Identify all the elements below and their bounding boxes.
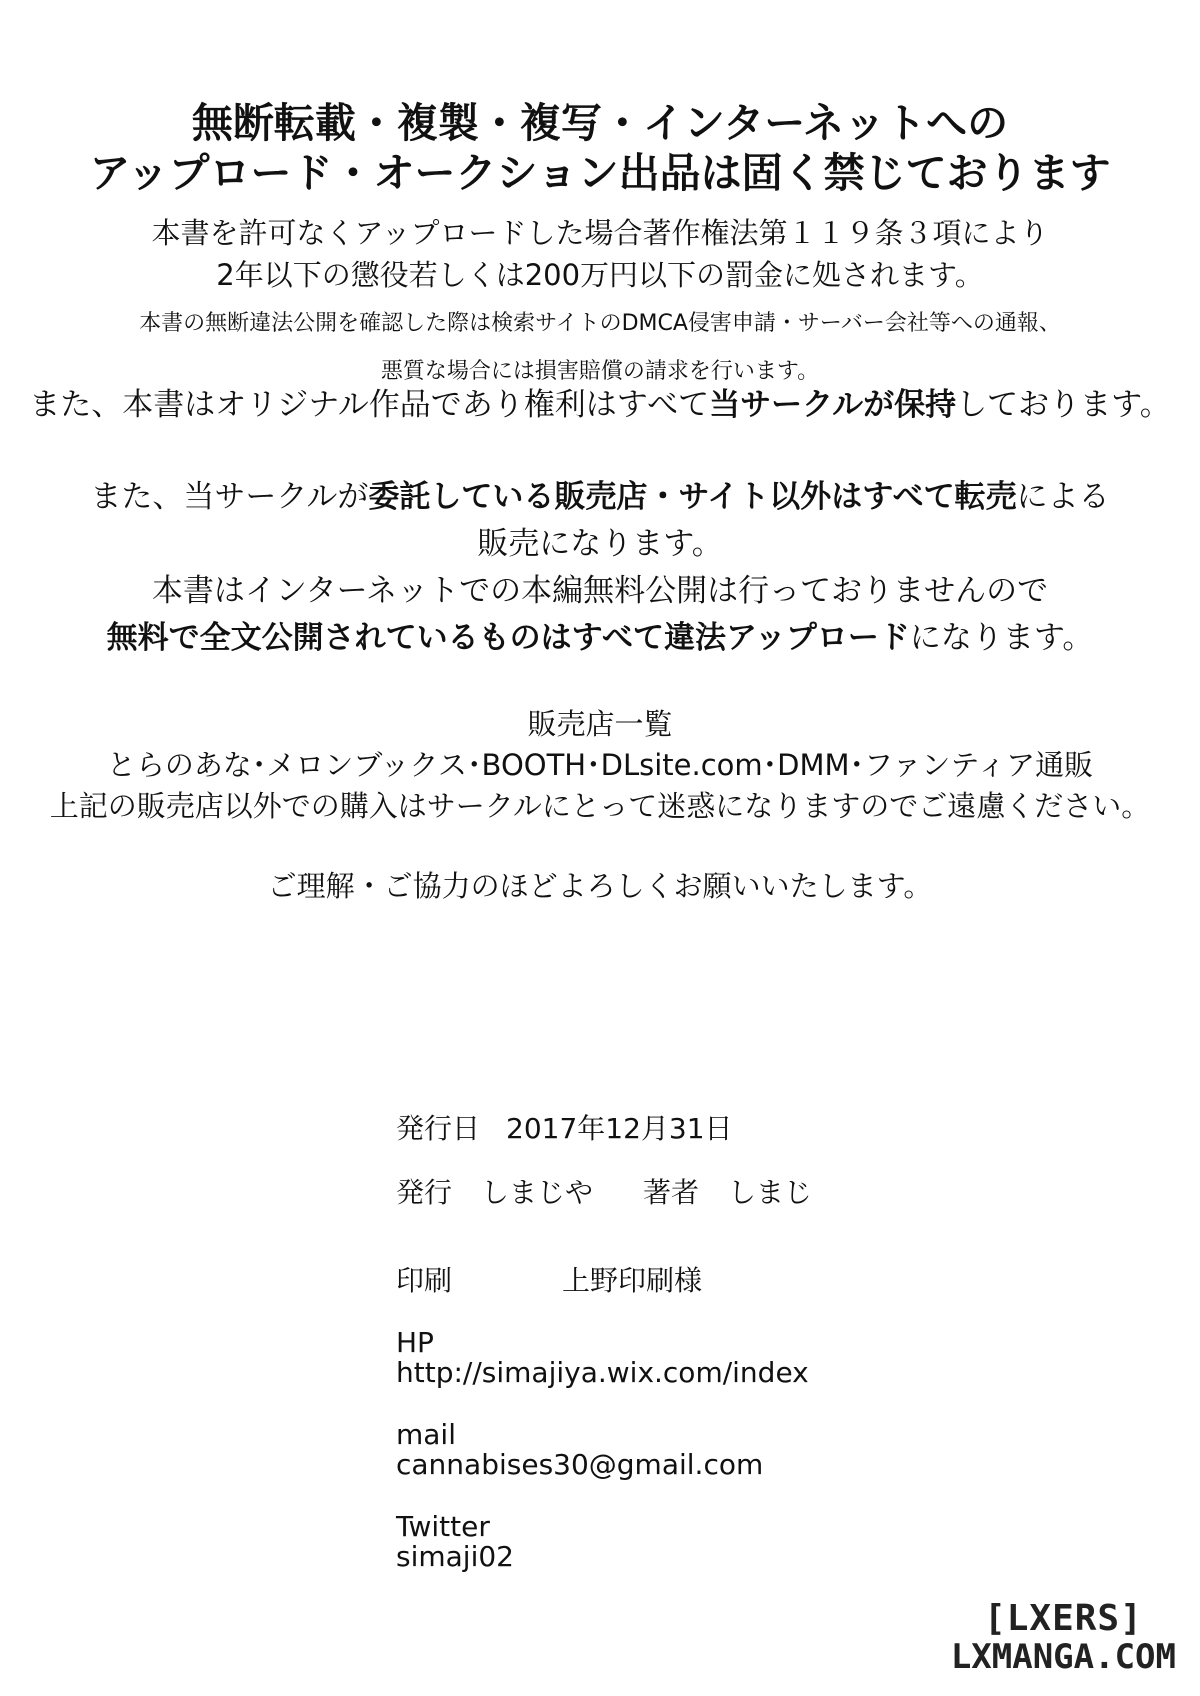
author-value: しまじ	[728, 1176, 813, 1209]
shop-note: 上記の販売店以外での購入はサークルにとって迷惑になりますのでご遠慮ください。	[49, 789, 1151, 823]
hp-label: HP	[396, 1326, 434, 1359]
printer-label: 印刷	[396, 1264, 453, 1297]
resale-notice	[0, 474, 1200, 662]
publisher-value: しまじや	[481, 1176, 594, 1209]
shop-list-heading: 販売店一覧	[527, 707, 673, 741]
notice-line-2: 2年以下の懲役若しくは200万円以下の罰金に処されます。	[216, 258, 984, 292]
title-line-2: アップロード・オークション出品は固く禁じております	[89, 149, 1111, 197]
printer-row	[396, 1264, 702, 1298]
notice-line-1: 本書を許可なくアップロードした場合著作権法第１１９条３項により	[151, 216, 1049, 250]
copyright-notice	[0, 212, 1200, 296]
hp-link[interactable]: http://simajiya.wix.com/index	[396, 1356, 809, 1389]
resale-line-2: 販売になります。	[477, 526, 723, 562]
mail-address[interactable]: cannabises30@gmail.com	[396, 1448, 764, 1481]
title-line-1: 無断転載・複製・複写・インターネットへの	[191, 99, 1009, 147]
notice-line-5	[0, 384, 1200, 426]
resale-line-4-b: になります。	[909, 620, 1094, 656]
resale-line-3: 本書はインターネットでの本編無料公開は行っておりませんので	[151, 573, 1049, 609]
dmca-notice	[0, 300, 1200, 396]
page-title	[0, 98, 1200, 198]
author-label: 著者	[643, 1176, 700, 1209]
date-label: 発行日	[396, 1112, 481, 1145]
resale-line-1-b: 委託している販売店・サイト以外はすべて転売	[368, 479, 1017, 515]
rights-notice	[0, 384, 1200, 426]
date-row	[396, 1112, 733, 1146]
date-value: 2017年12月31日	[506, 1112, 733, 1145]
twitter-label: Twitter	[396, 1510, 490, 1543]
mail-label: mail	[396, 1418, 456, 1451]
shop-list-section	[0, 704, 1200, 827]
notice-line-5-a: また、本書はオリジナル作品であり権利はすべて	[29, 387, 710, 423]
notice-line-5-b: 当サークルが保持	[709, 387, 957, 423]
resale-line-1-c: による	[1016, 479, 1110, 515]
twitter-handle[interactable]: simaji02	[396, 1540, 514, 1573]
notice-line-3: 本書の無断違法公開を確認した際は検索サイトのDMCA侵害申請・サーバー会社等への通報、	[139, 311, 1061, 336]
site-watermark	[951, 1600, 1176, 1676]
resale-line-4-a: 無料で全文公開されているものはすべて違法アップロード	[106, 620, 910, 656]
publisher-label: 発行	[396, 1176, 453, 1209]
resale-line-4	[0, 615, 1200, 662]
printer-value: 上野印刷様	[562, 1264, 703, 1297]
notice-line-5-c: しております。	[956, 387, 1171, 423]
watermark-top: [LXERS]	[984, 1598, 1143, 1639]
shop-list: とらのあな･メロンブックス･BOOTH･DLsite.com･DMM･ファンティア通販	[106, 748, 1094, 782]
watermark-bottom: LXMANGA.COM	[950, 1637, 1176, 1677]
thanks-line: ご理解・ご協力のほどよろしくお願いいたします。	[267, 869, 933, 903]
resale-line-1	[0, 474, 1200, 521]
resale-line-1-a: また、当サークルが	[90, 479, 369, 515]
notice-line-4: 悪質な場合には損害賠償の請求を行います。	[380, 359, 820, 384]
publisher-row	[396, 1176, 812, 1210]
